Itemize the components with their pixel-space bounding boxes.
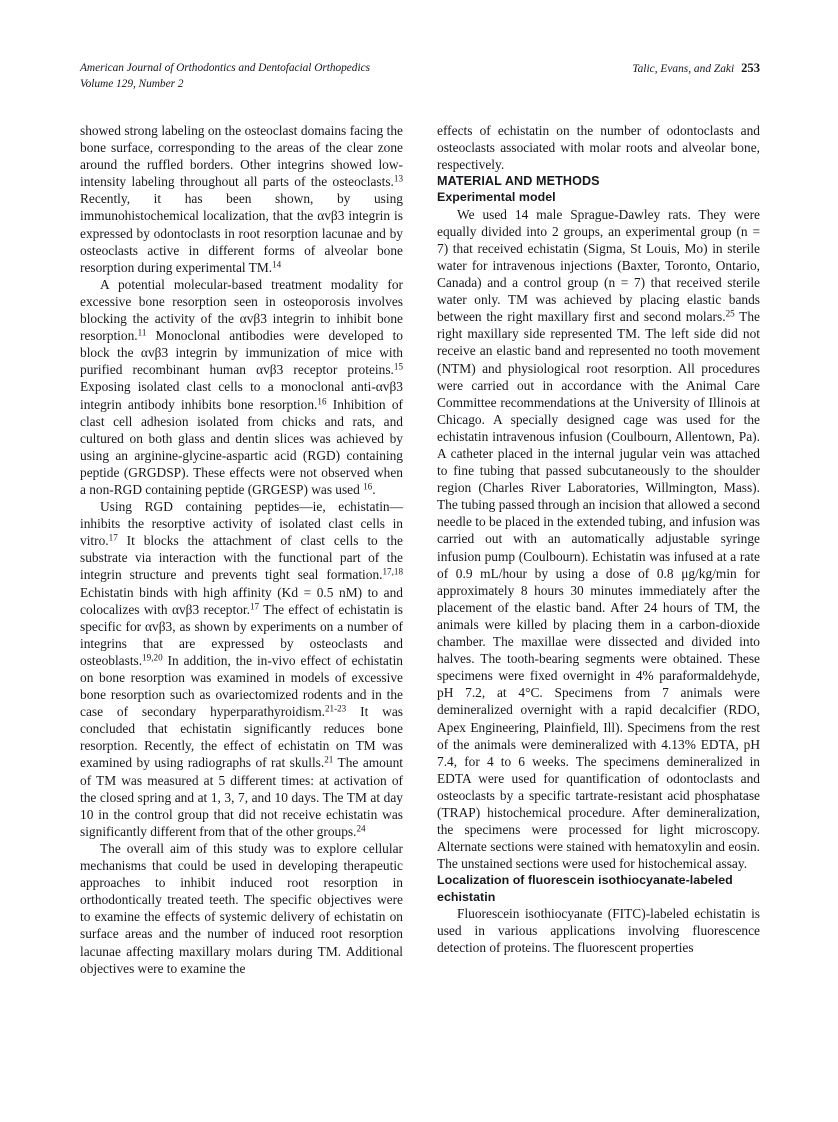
text-run: Echistatin binds with high affinity (Kd = 0.5 nM) to and colocalizes with αvβ3 receptor. <box>80 584 403 617</box>
paragraph <box>80 498 403 840</box>
subsection-heading-localization: Localization of fluorescein isothiocyanate-labeled echistatin <box>437 873 733 904</box>
citation-ref: 21 <box>324 755 334 766</box>
citation-ref: 21-23 <box>324 703 347 714</box>
running-head-authors-page <box>632 61 760 78</box>
citation-ref: 24 <box>356 823 366 834</box>
running-head <box>80 61 760 95</box>
text-run: In addition, the in-vivo effect of echistatin on bone resorption was examined in models of excessive bone resorption such as ovariectomized rodents and in the case of secondary hyperparathyroidism. <box>80 652 403 720</box>
subsection-heading-experimental-model: Experimental model <box>437 190 556 205</box>
paragraph-continuation <box>437 122 760 173</box>
text-run: Using RGD containing peptides—ie, echistatin—inhibits the resorptive activity of isolated clast cells in vitro. <box>80 499 403 549</box>
text-run: effects of echistatin on the number of odontoclasts and osteoclasts associated with molar roots and alveolar bone, respectively. <box>437 123 760 173</box>
citation-ref: 14 <box>272 259 282 270</box>
running-head-journal <box>80 61 370 92</box>
text-run: showed strong labeling on the osteoclast domains facing the bone surface, corresponding to the areas of the clear zone around the ruffled borders. Other integrins showed low-intensity labeling throughout all parts of the osteoclasts. <box>80 123 403 190</box>
citation-ref: 16 <box>363 481 373 492</box>
text-run: A potential molecular-based treatment modality for excessive bone resorption seen in osteoporosis involves blocking the activity of the αvβ3 integrin to inhibit bone resorption. <box>80 276 403 344</box>
citation-ref: 19,20 <box>142 652 163 663</box>
text-run: It blocks the attachment of clast cells to the substrate via interaction with the functional part of the integrin structure and prevents tight seal formation. <box>80 533 403 583</box>
journal-title: American Journal of Orthodontics and Dentofacial Orthopedics <box>80 62 370 74</box>
citation-ref: 25 <box>725 308 735 319</box>
text-run: Fluorescein isothiocyanate (FITC)-labeled echistatin is used in various applications involving fluorescence detection of proteins. The fluorescent properties <box>437 906 760 956</box>
journal-volume: Volume 129, Number 2 <box>80 77 184 90</box>
citation-ref: 17,18 <box>382 567 403 578</box>
text-run: The effect of echistatin is specific for αvβ3, as shown by experiments on a number of integrins that are expressed by osteoclasts and osteoblasts. <box>80 601 403 668</box>
paragraph-continuation <box>80 122 403 276</box>
citation-ref: 11 <box>137 327 147 338</box>
paragraph <box>437 206 760 873</box>
citation-ref: 17 <box>108 532 118 543</box>
paragraph <box>437 905 760 956</box>
text-run: The right maxillary side represented TM. The left side did not receive an elastic band and represented no tooth movement (NTM) and physiological root resorption. All procedures were carried out in accordance with the Animal Care Committee recommendations at the University of Illinois at Chicago. A specially designed cage was used for the echistatin intravenous infusion (Coulbourn, Allentown, Pa). A catheter placed in the internal jugular vein was attached to fine tubing that passed subcutaneously to the shoulder region (Charles River Laboratories, Willmington, Mass). The tubing passed through an incision that allowed a second needle to be placed in the extended tubing, and infusion was carried out with an automatically adjustable syringe infusion pump (Coulbourn). Echistatin was infused at a rate of 0.9 mL/hour by using a dose of 0.8 μg/kg/min for approximately 8 hours 30 minutes immediately after the placement of the elastic band. After 24 hours of TM, the animals were killed by placing them in a carbon-dioxide chamber. The maxillae were dissected and divided into halves. The tooth-bearing segments were obtained. These specimens were fixed overnight in 4% paraformaldehyde, pH 7.2, at 4°C. Specimens from 7 animals were demineralized overnight with a rapid decalcifier (RDO, Apex Engineering, Plainfield, Ill). Specimens from the rest of the animals were demineralized with 4.13% EDTA, pH 7.4, for 4 to 6 weeks. The specimens demineralized in EDTA were used for quantification of odontoclasts and osteoclasts by a specific tartrate-resistant acid phosphatase (TRAP) histochemical procedure. After demineralization, the specimens were processed for light microscopy. Alternate sections were stained with hematoxylin and eosin. The unstained sections were used for histochemical assay. <box>437 309 760 872</box>
paragraph <box>80 840 403 977</box>
citation-ref: 16 <box>317 396 327 407</box>
page-number: 253 <box>741 61 760 75</box>
column-right <box>437 122 760 956</box>
text-run: Exposing isolated clast cells to a monoclonal anti-αvβ3 integrin antibody inhibits bone resorption. <box>80 379 403 412</box>
paragraph <box>80 276 403 498</box>
section-heading-material-and-methods: MATERIAL AND METHODS <box>437 174 600 189</box>
citation-ref: 13 <box>393 173 403 184</box>
running-head-authors: Talic, Evans, and Zaki <box>632 63 735 75</box>
text-run: We used 14 male Sprague-Dawley rats. They were equally divided into 2 groups, an experimental group (n = 7) that received echistatin (Sigma, St Louis, Mo) in sterile water for intravenous injections (Baxter, Toronto, Ontario, Canada) and a control group (n = 7) that received sterile water only. TM was achieved by placing elastic bands between the right maxillary first and second molars. <box>437 206 760 325</box>
column-left <box>80 122 403 977</box>
citation-ref: 15 <box>393 361 403 372</box>
text-run: Inhibition of clast cell adhesion isolated from chicks and rats, and cultured on both glass and dentin slices was achieved by using an arginine-glycine-aspartic acid (RGD) containing peptide (GRGDSP). These effects were not observed when a non-RGD containing peptide (GRGESP) was used <box>80 396 404 497</box>
text-run: It was concluded that echistatin significantly reduces bone resorption. Recently, the effect of echistatin on TM was examined by using radiographs of rat skulls. <box>80 704 403 771</box>
text-run: Monoclonal antibodies were developed to block the αvβ3 integrin by immunization of mice with purified recombinant human αvβ3 receptor proteins. <box>80 328 403 378</box>
citation-ref: 17 <box>250 601 260 612</box>
text-run: Recently, it has been shown, by using immunohistochemical localization, that the αvβ3 integrin is expressed by odontoclasts in root resorption lacunae and by osteoclasts active in different forms of alveolar bone resorption during experimental TM. <box>80 191 403 275</box>
text-run: The overall aim of this study was to explore cellular mechanisms that could be used in developing therapeutic approaches to inhibit induced root resorption in orthodontically treated teeth. The specific objectives were to examine the effects of systemic delivery of echistatin on surface areas and the number of induced root resorption lacunae affecting maxillary molars during TM. Additional objectives were to examine the <box>80 840 403 976</box>
text-run: The amount of TM was measured at 5 different times: at activation of the closed spring and at 1, 3, 7, and 10 days. The TM at day 10 in the control group that did not receive echistatin was significantly different from that of the other groups. <box>80 755 403 839</box>
text-run: . <box>372 481 376 497</box>
